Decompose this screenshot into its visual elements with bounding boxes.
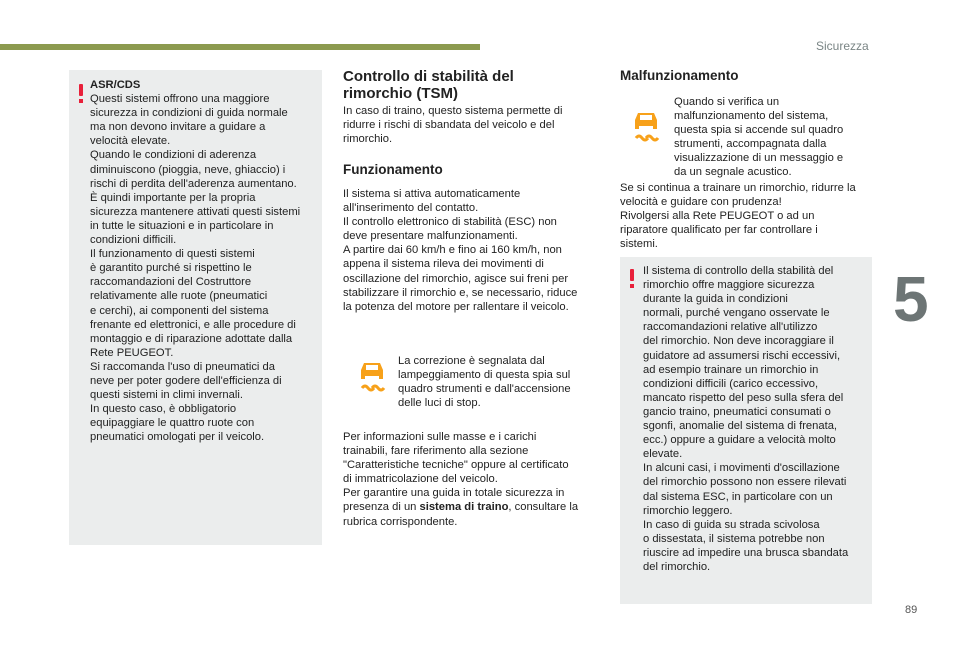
section-title: Sicurezza xyxy=(816,39,869,53)
text-line: montaggio e di riparazione adottate dalla xyxy=(90,332,293,345)
text-line: È quindi importante per la propria xyxy=(90,191,256,204)
text-line: rimorchio (TSM) xyxy=(343,85,458,102)
text-line: In alcuni casi, i movimenti d'oscillazione xyxy=(643,462,840,475)
text-line: velocità elevate. xyxy=(90,135,171,148)
text-line: riuscire ad impedire una brusca sbandata xyxy=(643,546,849,559)
text-line: pneumatici omologati per il veicolo. xyxy=(90,431,265,444)
text-line: rimorchio offre maggiore sicurezza xyxy=(643,279,815,292)
text-line: lampeggiamento di questa spia sul xyxy=(398,369,571,382)
text-line: Rivolgersi alla Rete PEUGEOT o ad un xyxy=(620,210,815,223)
text-line: raccomandazioni del Costruttore xyxy=(90,276,252,289)
text-line: A partire dai 60 km/h e fino ai 160 km/h, non xyxy=(343,244,562,257)
asr-cds-text xyxy=(90,78,300,444)
text-line: o dissestata, il sistema potrebbe non xyxy=(643,532,825,545)
text-line: Il funzionamento di questi sistemi xyxy=(90,248,255,261)
text-line: Se si continua a trainare un rimorchio, ridurre la xyxy=(620,182,856,194)
text-line: strumenti, accompagnata dalla xyxy=(674,138,827,151)
tsm-title xyxy=(343,68,514,102)
text-line: frenante ed elettronici, e alle procedure di xyxy=(90,318,296,331)
text-line: Si raccomanda l'uso di pneumatici da xyxy=(90,360,275,373)
malfunction-text xyxy=(620,181,856,251)
text-line: Il sistema si attiva automaticamente xyxy=(343,188,521,200)
tsm-warning-text xyxy=(643,264,848,574)
funzionamento-text xyxy=(343,187,577,314)
tsm-lamp-text xyxy=(398,354,571,410)
page-number: 89 xyxy=(905,604,918,616)
text-line: riparatore qualificato per far controllare i xyxy=(620,224,818,237)
text-line: dal sistema ESC, in particolare con un xyxy=(643,490,833,503)
text-line: La correzione è segnalata dal xyxy=(398,355,545,367)
text-line: malfunzionamento del sistema, xyxy=(674,110,829,123)
text-line: all'inserimento del contatto. xyxy=(343,202,479,215)
text-line: del rimorchio. xyxy=(643,560,711,573)
text-line: sicurezza mantenere attivati questi sistemi xyxy=(90,205,301,218)
text-line: durante la guida in condizioni xyxy=(643,293,788,306)
text-line: ma non devono invitare a guidare a xyxy=(90,121,266,134)
text-line: Il controllo elettronico di stabilità (ESC) non xyxy=(343,216,557,229)
text-line: sgonfi, anomalie del sistema di frenata, xyxy=(643,420,838,433)
warning-icon xyxy=(630,269,634,281)
text-line: guidatore ad assumersi rischi eccessivi, xyxy=(643,349,841,362)
text-line: quadro strumenti e dall'accensione xyxy=(398,383,571,396)
text-line: appena il sistema rileva dei movimenti di xyxy=(343,258,544,271)
text-line: visualizzazione di un messaggio e xyxy=(674,152,844,165)
text-line: equipaggiare le quattro ruote con xyxy=(90,417,255,430)
trailer-stability-lamp-icon xyxy=(356,360,388,394)
text-line: In caso di guida su strada scivolosa xyxy=(643,518,820,531)
text-line: velocità e guidare con prudenza! xyxy=(620,196,782,209)
text-line: sistemi. xyxy=(620,238,658,251)
text-line: Quando si verifica un xyxy=(674,96,780,108)
text-line: condizioni difficili (carico eccessivo, xyxy=(643,377,819,390)
text-line: è garantito purché si rispettino le xyxy=(90,262,252,275)
text-line: rubrica corrispondente. xyxy=(343,515,458,528)
text-line: stabilizzare il rimorchio e, se necessario, riduce xyxy=(343,286,578,299)
text-line: in tutte le situazioni e in particolare in xyxy=(90,219,274,232)
text-line: neve per poter godere dell'efficienza di xyxy=(90,374,282,387)
text-line: Il sistema di controllo della stabilità del xyxy=(643,265,834,277)
text-line: mancato rispetto del peso sulla sfera del xyxy=(643,391,844,404)
text-line: Rete PEUGEOT. xyxy=(90,346,174,359)
text-line: In caso di traino, questo sistema permette di xyxy=(343,105,563,117)
asr-cds-title: ASR/CDS xyxy=(90,79,141,91)
text-line: ridurre i rischi di sbandata del veicolo e del xyxy=(343,119,555,132)
text-line: Controllo di stabilità del xyxy=(343,68,514,85)
text-line: Per garantire una guida in totale sicurezza in xyxy=(343,487,565,500)
text-line: ad esempio trainare un rimorchio in xyxy=(643,363,819,376)
text-line: diminuiscono (pioggia, neve, ghiaccio) i xyxy=(90,163,286,176)
text-line: questi sistemi in climi invernali. xyxy=(90,389,243,402)
text-line: Per informazioni sulle masse e i carichi xyxy=(343,431,537,443)
text-line: elevate. xyxy=(643,448,683,461)
text-line: deve presentare malfunzionamenti. xyxy=(343,230,518,243)
text-line: rimorchio leggero. xyxy=(643,504,733,517)
text-line: questa spia si accende sul quadro xyxy=(674,124,844,137)
text-line: delle luci di stop. xyxy=(398,397,481,410)
funzionamento-title: Funzionamento xyxy=(343,162,443,177)
header-bar xyxy=(0,44,480,50)
text-line: del rimorchio. Non deve incoraggiare il xyxy=(643,335,834,348)
tsm-info-text: Per informazioni sulle masse e i carichi trainabili, fare riferimento alla sezione "Caratteristiche tecniche" oppure al certificato di immatricolazione del veicolo. Per garantire una guida in totale sicurezza in presenza di un sistema di traino, consultare la rubrica corrispondente. xyxy=(343,431,579,528)
text-line: "Caratteristiche tecniche" oppure al certificato xyxy=(343,459,569,472)
tsm-intro xyxy=(343,104,563,146)
text-line: e cerchi), ai componenti del sistema xyxy=(90,304,269,317)
text-line: raccomandazioni relative all'utilizzo xyxy=(643,321,818,334)
text-line: sicurezza in condizioni di guida normale xyxy=(90,107,288,120)
text-line: normali, purché vengano osservate le xyxy=(643,307,830,320)
text-line: In questo caso, è obbligatorio xyxy=(90,403,237,416)
text-line: rischi di perdita dell'aderenza aumentano. xyxy=(90,177,297,190)
malfunction-lamp-text xyxy=(674,95,843,180)
text-line: Quando le condizioni di aderenza xyxy=(90,149,257,162)
text-line: la potenza del motore per rallentare il veicolo. xyxy=(343,300,569,313)
text-line: da un segnale acustico. xyxy=(674,166,792,179)
text-line: relativamente alle ruote (pneumatici xyxy=(90,290,268,303)
text-line: rimorchio. xyxy=(343,133,393,146)
text-line: oscillazione del rimorchio, agisce sui freni per xyxy=(343,272,569,285)
text-line: condizioni difficili. xyxy=(90,234,177,247)
trailer-stability-lamp-icon xyxy=(630,110,662,144)
text-line: del rimorchio possono non essere rilevati xyxy=(643,476,847,489)
chapter-number: 5 xyxy=(893,263,929,335)
warning-icon xyxy=(79,84,83,96)
text-line: ecc.) oppure a guidare a velocità molto xyxy=(643,434,836,447)
malfunzionamento-title: Malfunzionamento xyxy=(620,68,739,83)
text-line: gancio traino, pneumatici consumati o xyxy=(643,405,831,418)
text-line: Questi sistemi offrono una maggiore xyxy=(90,93,270,106)
text-line: trainabili, fare riferimento alla sezione xyxy=(343,445,529,458)
text-line: di immatricolazione del veicolo. xyxy=(343,473,498,486)
